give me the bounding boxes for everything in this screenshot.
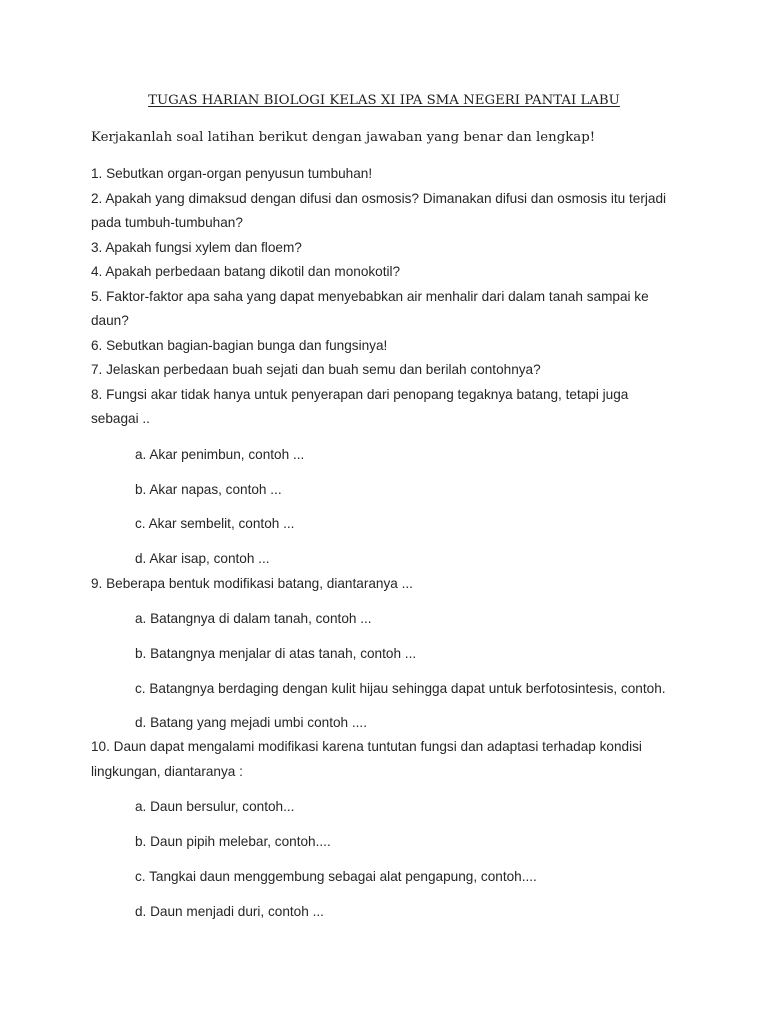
question-6-line-1: 6. Sebutkan bagian-bagian bunga dan fungsinya! <box>91 338 388 353</box>
question-1-line-1: 1. Sebutkan organ-organ penyusun tumbuhan! <box>91 166 373 181</box>
question-10-option-d: d. Daun menjadi duri, contoh ... <box>135 904 324 919</box>
question-8-option-d: d. Akar isap, contoh ... <box>135 551 270 566</box>
question-4-line-1: 4. Apakah perbedaan batang dikotil dan monokotil? <box>91 264 401 279</box>
question-2-line-2: pada tumbuh-tumbuhan? <box>91 215 243 230</box>
question-9-line-1: 9. Beberapa bentuk modifikasi batang, diantaranya ... <box>91 576 413 591</box>
question-9-option-a: a. Batangnya di dalam tanah, contoh ... <box>135 611 372 626</box>
question-5-line-1: 5. Faktor-faktor apa saha yang dapat menyebabkan air menhalir dari dalam tanah sampai ke <box>91 289 649 304</box>
question-8-option-c: c. Akar sembelit, contoh ... <box>135 516 295 531</box>
question-8-option-b: b. Akar napas, contoh ... <box>135 482 282 497</box>
question-2-line-1: 2. Apakah yang dimaksud dengan difusi dan osmosis? Dimanakan difusi dan osmosis itu terjadi <box>91 191 667 206</box>
instruction-text: Kerjakanlah soal latihan berikut dengan jawaban yang benar dan lengkap! <box>91 130 596 145</box>
question-3-line-1: 3. Apakah fungsi xylem dan floem? <box>91 240 302 255</box>
question-5-line-2: daun? <box>91 313 129 328</box>
question-10-option-c: c. Tangkai daun menggembung sebagai alat pengapung, contoh.... <box>135 869 537 884</box>
question-9-option-c: c. Batangnya berdaging dengan kulit hijau sehingga dapat untuk berfotosintesis, contoh. <box>135 681 666 696</box>
question-8-line-2: sebagai .. <box>91 411 150 426</box>
question-8-line-1: 8. Fungsi akar tidak hanya untuk penyerapan dari penopang tegaknya batang, tetapi juga <box>91 387 629 402</box>
question-10-option-b: b. Daun pipih melebar, contoh.... <box>135 834 331 849</box>
question-9-option-b: b. Batangnya menjalar di atas tanah, contoh ... <box>135 646 417 661</box>
question-10-line-2: lingkungan, diantaranya : <box>91 764 243 779</box>
question-10-option-a: a. Daun bersulur, contoh... <box>135 799 295 814</box>
question-8-option-a: a. Akar penimbun, contoh ... <box>135 447 305 462</box>
question-7-line-1: 7. Jelaskan perbedaan buah sejati dan buah semu dan berilah contohnya? <box>91 362 541 377</box>
question-9-option-d: d. Batang yang mejadi umbi contoh .... <box>135 715 367 730</box>
question-10-line-1: 10. Daun dapat mengalami modifikasi karena tuntutan fungsi dan adaptasi terhadap kondisi <box>91 739 642 754</box>
document-title: TUGAS HARIAN BIOLOGI KELAS XI IPA SMA NEGERI PANTAI LABU <box>148 93 620 108</box>
